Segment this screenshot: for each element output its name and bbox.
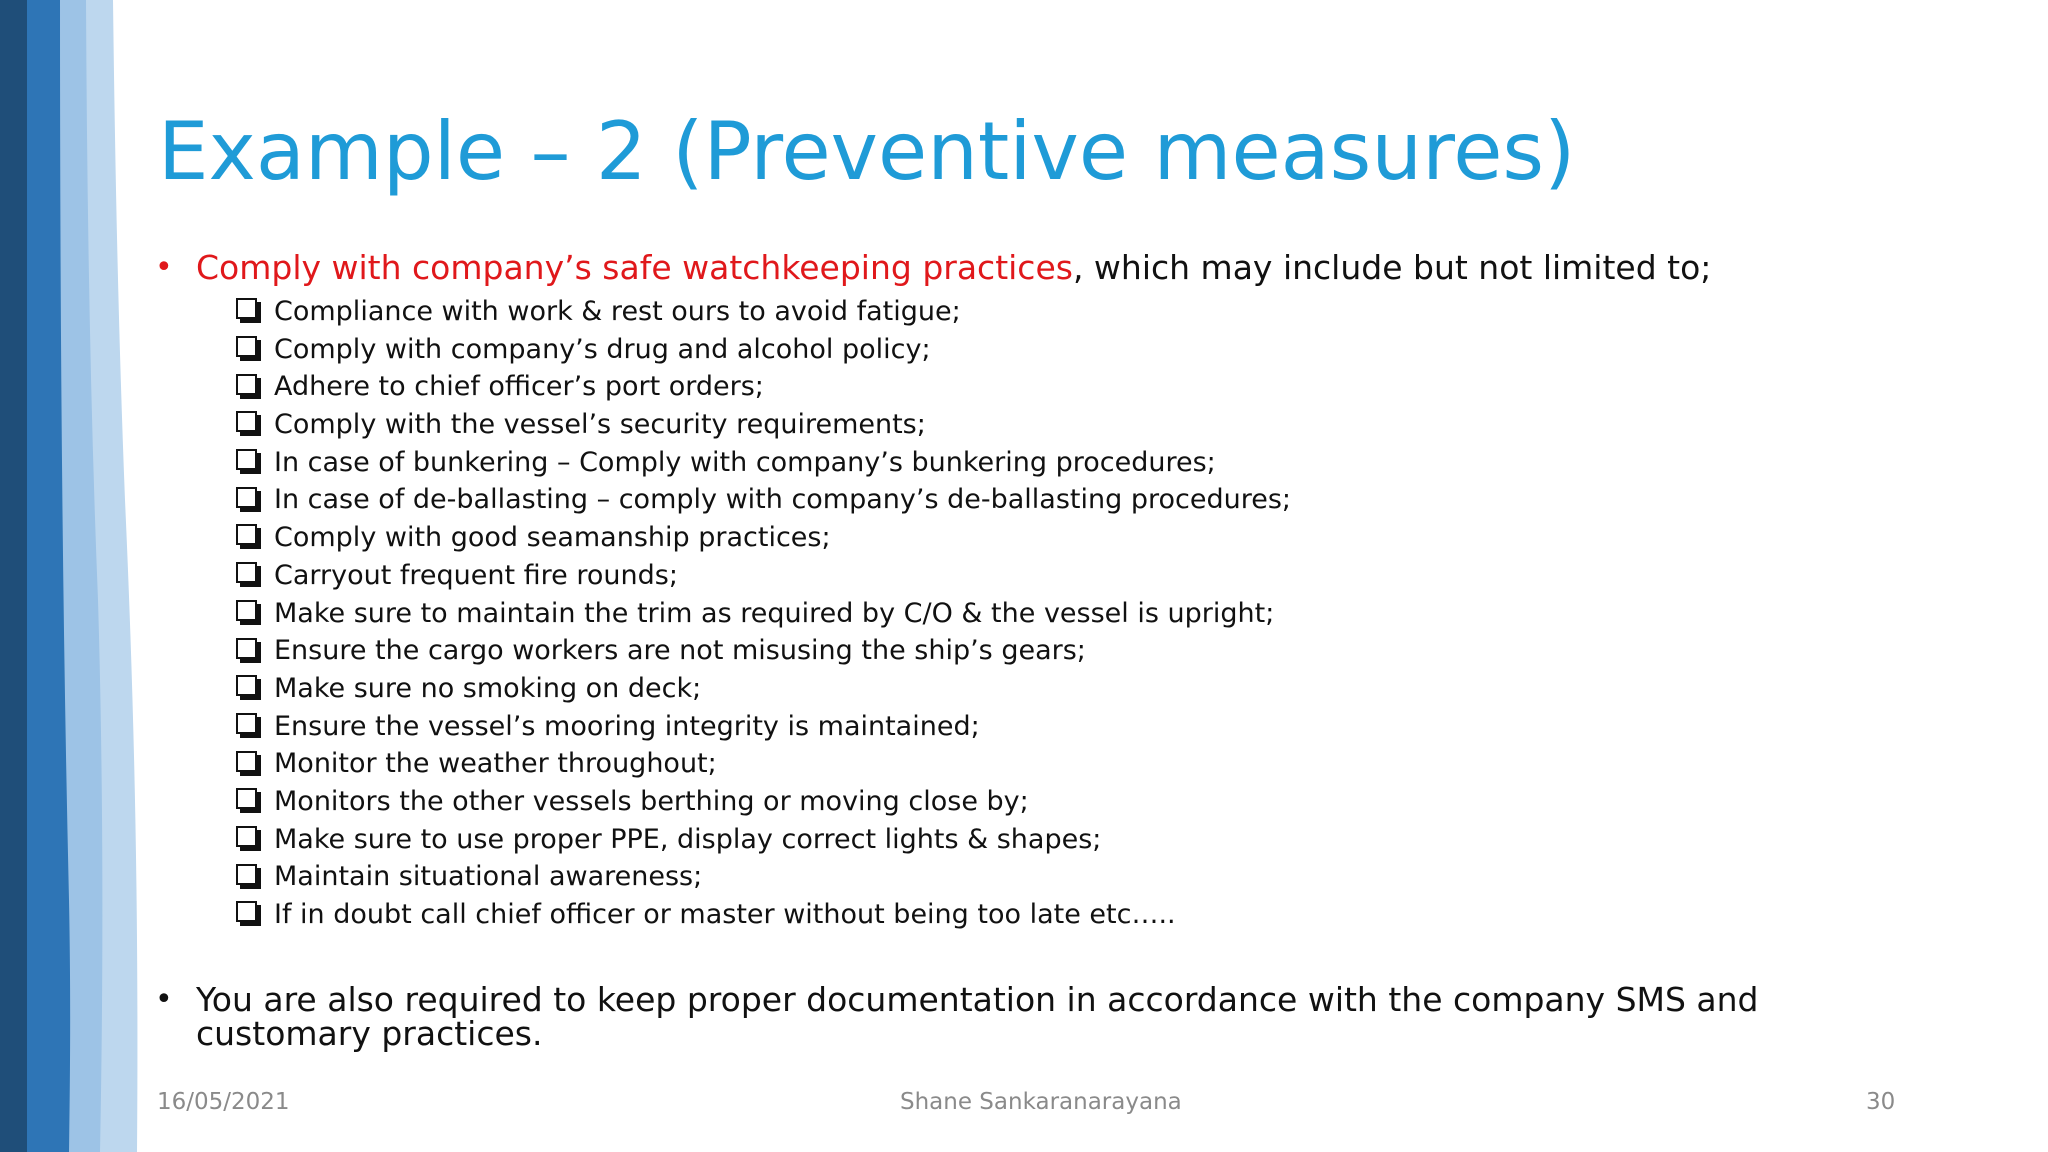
bullet-rest-text: , which may include but not limited to;: [1072, 248, 1712, 287]
checklist-item: [236, 708, 1291, 746]
checklist-item-text: Carryout frequent fire rounds;: [274, 559, 678, 591]
checkbox-bullet-icon: [236, 298, 257, 319]
checklist-item: [236, 444, 1291, 482]
checklist-item-text: Maintain situational awareness;: [274, 861, 703, 893]
checkbox-bullet-icon: [236, 638, 257, 659]
highlight-text: Comply with company’s safe watchkeeping practices: [196, 248, 1073, 287]
checkbox-bullet-icon: [236, 675, 257, 696]
checklist-item: [236, 331, 1291, 369]
checklist-item: [236, 670, 1291, 708]
bullet-documentation: [150, 980, 1870, 1053]
checkbox-bullet-icon: [236, 751, 257, 772]
checklist-item-text: In case of de-ballasting – comply with company’s de-ballasting procedures;: [274, 484, 1291, 516]
checklist-item-text: Make sure to use proper PPE, display correct lights & shapes;: [274, 823, 1102, 855]
checkbox-bullet-icon: [236, 411, 257, 432]
checklist-item-text: If in doubt call chief officer or master without being too late etc…..: [274, 899, 1176, 930]
checkbox-bullet-icon: [236, 562, 257, 583]
checkbox-bullet-icon: [236, 788, 257, 809]
checklist-item-text: Monitors the other vessels berthing or moving close by;: [274, 785, 1029, 817]
checkbox-bullet-icon: [236, 713, 257, 734]
checklist-item-text: Make sure no smoking on deck;: [274, 672, 702, 704]
checkbox-bullet-icon: [236, 374, 257, 395]
bullet-dot: •: [155, 250, 173, 285]
bullet-dot: •: [155, 982, 173, 1017]
bullet-watchkeeping: [150, 248, 1712, 287]
checklist-item: [236, 745, 1291, 783]
checklist-item: [236, 821, 1291, 859]
checkbox-bullet-icon: [236, 449, 257, 470]
checklist-item: [236, 293, 1291, 331]
checklist-item: [236, 595, 1291, 633]
checkbox-bullet-icon: [236, 487, 257, 508]
checkbox-bullet-icon: [236, 901, 257, 922]
checklist-item: [236, 368, 1291, 406]
checklist-item: [236, 481, 1291, 519]
checkbox-bullet-icon: [236, 336, 257, 357]
checklist-item: [236, 557, 1291, 595]
checklist-item: [236, 519, 1291, 557]
checklist-item-text: Adhere to chief officer’s port orders;: [274, 371, 764, 403]
checkbox-bullet-icon: [236, 826, 257, 847]
checklist-item-text: In case of bunkering – Comply with company’s bunkering procedures;: [274, 446, 1216, 478]
footer-author: Shane Sankaranarayana: [900, 1089, 1182, 1115]
checkbox-bullet-icon: [236, 524, 257, 545]
sidebar-decoration: [0, 0, 150, 1152]
checklist-item-text: Comply with good seamanship practices;: [274, 522, 831, 554]
checklist-item-text: Ensure the cargo workers are not misusing the ship’s gears;: [274, 635, 1086, 667]
checklist-item-text: Comply with company’s drug and alcohol policy;: [274, 333, 931, 365]
checklist: [236, 293, 1291, 934]
checklist-item: [236, 406, 1291, 444]
checklist-item-text: Comply with the vessel’s security requirements;: [274, 409, 926, 441]
checklist-item-text: Monitor the weather throughout;: [274, 748, 717, 780]
checkbox-bullet-icon: [236, 864, 257, 885]
checklist-item-text: Compliance with work & rest ours to avoid fatigue;: [274, 296, 961, 327]
checklist-item-text: Ensure the vessel’s mooring integrity is maintained;: [274, 710, 980, 742]
slide-title: Example – 2 (Preventive measures): [158, 105, 1576, 198]
bullet-text: You are also required to keep proper documentation in accordance with the company SMS and customary practices.: [196, 980, 1759, 1053]
footer-page-number: 30: [1866, 1089, 1896, 1115]
checklist-item: [236, 858, 1291, 896]
checkbox-bullet-icon: [236, 600, 257, 621]
bullet-text: [196, 248, 1712, 287]
checklist-item: [236, 632, 1291, 670]
footer-date: 16/05/2021: [157, 1089, 290, 1115]
checklist-item: [236, 783, 1291, 821]
checklist-item: [236, 896, 1291, 934]
checklist-item-text: Make sure to maintain the trim as required by C/O & the vessel is upright;: [274, 597, 1275, 629]
